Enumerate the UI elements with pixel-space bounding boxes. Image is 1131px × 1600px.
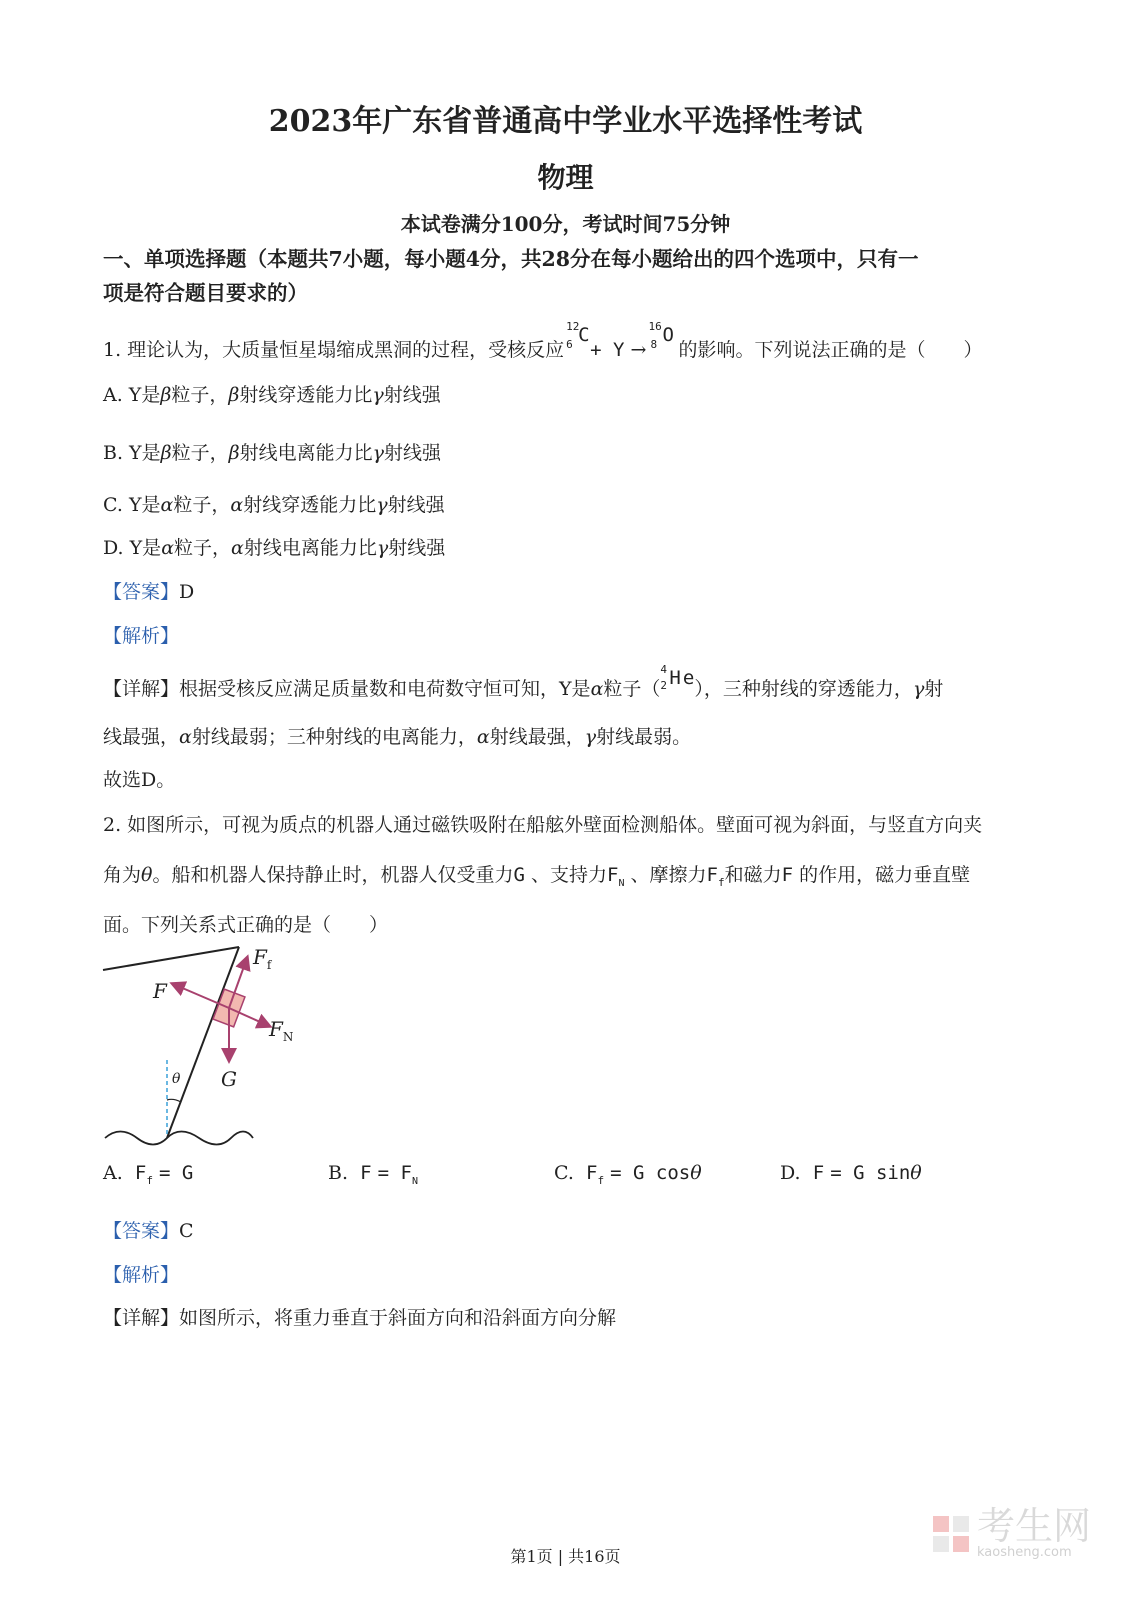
q2-option-c[interactable]: C. $F_f = G$ cosθ: [554, 1162, 702, 1187]
oxygen-nucleus: 16 8 O: [648, 320, 674, 351]
q1-detail-line1: 【详解】根据受核反应满足质量数和电荷数守恒可知，Y是α粒子（ 4 2 He ），三种射线的穿透能力，γ射: [103, 663, 944, 700]
subject-title: 物理: [537, 161, 594, 194]
label-fn: $F_N$: [269, 1017, 294, 1044]
q1-option-c[interactable]: C. Y是α粒子，α射线穿透能力比γ射线强: [103, 494, 445, 516]
q2-stem-line2: 角为θ。船和机器人保持静止时，机器人仅受重力G 、支持力$F_N$ 、摩擦力$F_f$和磁力F 的作用，磁力垂直壁: [103, 864, 971, 889]
q2-option-a[interactable]: A. $F_f = G$: [103, 1162, 194, 1187]
q2-analysis-tag: 【解析】: [103, 1264, 180, 1286]
q1-answer: 【答案】D: [103, 581, 195, 603]
q1-stem: 1. 理论认为，大质量恒星塌缩成黑洞的过程，受核反应 12 6 C + Y → 16 8 O 的影响。下列说法正确的是（ ）: [103, 320, 983, 361]
q1-detail-line2: 线最强，α射线最弱；三种射线的电离能力，α射线最强，γ射线最弱。: [103, 726, 692, 748]
carbon-nucleus: 12 6 C: [566, 320, 590, 351]
watermark-url: kaosheng.com: [976, 1545, 1072, 1560]
helium-nucleus: 4 2 He: [660, 663, 697, 692]
q2-option-d[interactable]: D. F = G sinθ: [780, 1162, 922, 1184]
q1-option-b[interactable]: B. Y是β粒子，β射线电离能力比γ射线强: [103, 442, 441, 464]
q1-option-a[interactable]: A. Y是β粒子，β射线穿透能力比γ射线强: [103, 384, 441, 406]
q1-option-d[interactable]: D. Y是α粒子，α射线电离能力比γ射线强: [103, 537, 446, 559]
q2-stem-line1: 2. 如图所示，可视为质点的机器人通过磁铁吸附在船舷外壁面检测船体。壁面可视为斜面，与竖直方向夹: [103, 814, 983, 836]
q2-detail: 【详解】如图所示，将重力垂直于斜面方向和沿斜面方向分解: [103, 1307, 617, 1329]
label-theta: θ: [172, 1071, 181, 1087]
q2-answer: 【答案】C: [103, 1220, 194, 1242]
label-g: G: [221, 1067, 237, 1091]
section-heading-line2: 项是符合题目要求的）: [103, 281, 308, 305]
q2-stem-line3: 面。下列关系式正确的是（ ）: [103, 914, 389, 936]
label-f: F: [153, 979, 167, 1003]
force-diagram: [95, 940, 315, 1150]
watermark-text: 考生网: [976, 1504, 1091, 1548]
exam-title: 2023年广东省普通高中学业水平选择性考试: [268, 104, 863, 139]
q2-option-b[interactable]: B. $F = F_N$: [328, 1162, 418, 1187]
exam-meta: 本试卷满分100分，考试时间75分钟: [400, 212, 731, 236]
section-heading-line1: 一、单项选择题（本题共7小题，每小题4分，共28分在每小题给出的四个选项中，只有一: [103, 247, 919, 271]
theta-arc: [167, 1099, 181, 1102]
deck-edge-line: [103, 947, 239, 970]
page-footer: 第1页 | 共16页: [510, 1547, 621, 1566]
q1-analysis-tag: 【解析】: [103, 625, 180, 647]
water-waves: [105, 1132, 253, 1145]
q1-conclusion: 故选D。: [103, 769, 176, 791]
label-ff: $F_f$: [253, 945, 272, 972]
